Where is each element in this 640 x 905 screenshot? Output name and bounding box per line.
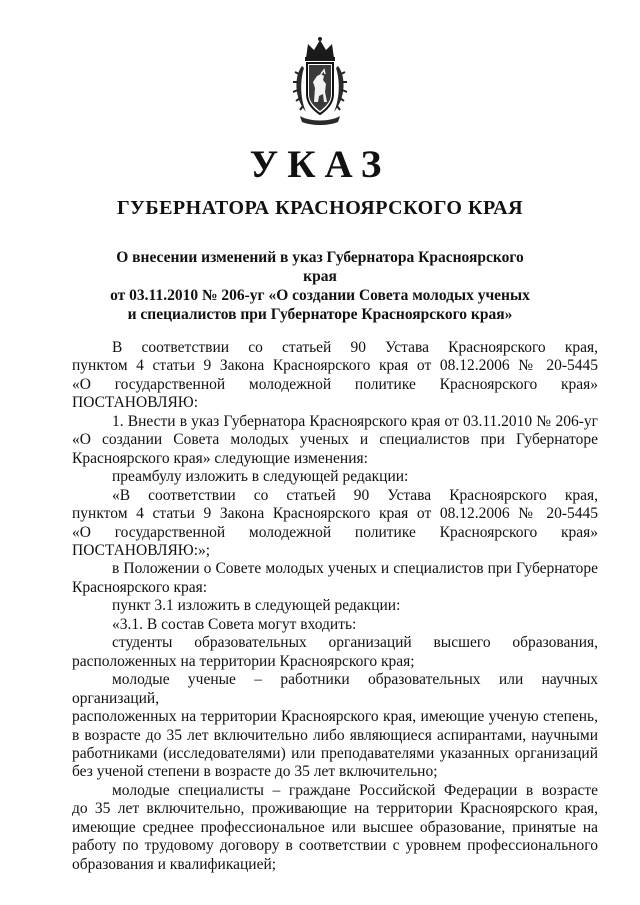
text-line: до 35 лет включительно, проживающие на территории Красноярского края, [72,800,598,818]
paragraph-item-1-cont [72,431,598,449]
text-line: ПОСТАНОВЛЯЮ: [72,394,199,412]
paragraph-young-scientists-cont [72,727,598,745]
text-line: молодые ученые – работники образовательных или научных организаций, [72,671,598,707]
paragraph-new-preamble [72,487,598,505]
paragraph-students-cont [72,653,598,671]
paragraph-preamble-cont [72,376,598,394]
decree-body [72,339,598,874]
text-line: «О создании Совета молодых ученых и специалистов при Губернаторе [72,431,598,449]
paragraph-new-preamble-cont [72,505,598,523]
issuer-subtitle: ГУБЕРНАТОРА КРАСНОЯРСКОГО КРАЯ [116,197,524,219]
heading-line: и специалистов при Губернаторе Красноярского края» [127,306,513,323]
text-line: работниками (исследователями) или преподавателями указанных организаций [72,744,598,762]
paragraph-preamble-cont [72,357,598,375]
text-line: «В соответствии со статьей 90 Устава Красноярского края, [112,486,598,504]
heading-line: от 03.11.2010 № 206-уг «О создании Совета молодых ученых [110,287,530,304]
text-line: расположенных на территории Красноярского края, имеющие ученую степень, [72,708,598,726]
heading-line: О внесении изменений в указ Губернатора Красноярского края [116,249,524,285]
text-line: в Положении о Совете молодых ученых и специалистов при Губернаторе [112,560,598,578]
coat-of-arms-icon [290,36,350,128]
text-line: ПОСТАНОВЛЯЮ:»; [72,541,211,559]
paragraph-young-specialists-cont [72,800,598,818]
paragraph-preamble-cont [72,394,598,412]
text-line: 1. Внести в указ Губернатора Красноярского края от 03.11.2010 № 206-уг [112,412,598,430]
text-line: имеющие среднее профессиональное или высшее образование, принятые на [72,818,598,836]
text-line: без ученой степени в возрасте до 35 лет включительно; [72,763,438,781]
text-line: преамбулу изложить в следующей редакции: [112,468,409,486]
paragraph-young-scientists-cont [72,763,598,781]
text-line: Красноярского края: [72,578,208,596]
paragraph-preamble-change [72,468,598,486]
paragraph-young-specialists-cont [72,856,598,874]
paragraph-item-1 [72,413,598,431]
paragraph-regulation-cont [72,579,598,597]
text-line: пункт 3.1 изложить в следующей редакции: [112,597,401,615]
document-title: УКАЗ [249,143,391,186]
text-line: студенты образовательных организаций высшего образования, [112,634,598,652]
text-line: образования и квалификацией; [72,855,277,873]
text-line: В соответствии со статьей 90 Устава Красноярского края, [112,339,598,356]
text-line: Красноярского края» следующие изменения: [72,449,368,467]
paragraph-young-specialists-cont [72,819,598,837]
text-line: работу по трудовому договору в соответствии с уровнем профессионального [72,837,598,855]
text-line: «О государственной молодежной политике Красноярского края» [72,523,598,541]
paragraph-young-specialists-cont [72,837,598,855]
paragraph-clause-3-1 [72,616,598,634]
paragraph-new-preamble-cont [72,542,598,560]
text-line: пунктом 4 статьи 9 Закона Красноярского края от 08.12.2006 № 20-5445 [72,357,598,375]
text-line: в возрасте до 35 лет включительно либо являющиеся аспирантами, научными [72,726,598,744]
paragraph-young-scientists [72,671,598,708]
paragraph-students [72,634,598,652]
text-line: «3.1. В состав Совета могут входить: [112,615,357,633]
text-line: расположенных на территории Красноярского края; [72,652,415,670]
text-line: молодые специалисты – граждане Российской Федерации в возрасте [112,781,598,799]
text-line: «О государственной молодежной политике Красноярского края» [72,375,598,393]
decree-heading [100,248,540,324]
paragraph-preamble [72,339,598,357]
text-line: пунктом 4 статьи 9 Закона Красноярского края от 08.12.2006 № 20-5445 [72,505,598,523]
paragraph-regulation [72,560,598,578]
paragraph-young-scientists-cont [72,708,598,726]
paragraph-young-specialists [72,782,598,800]
paragraph-item-1-cont [72,450,598,468]
paragraph-young-scientists-cont [72,745,598,763]
paragraph-clause-change [72,597,598,615]
paragraph-new-preamble-cont [72,524,598,542]
